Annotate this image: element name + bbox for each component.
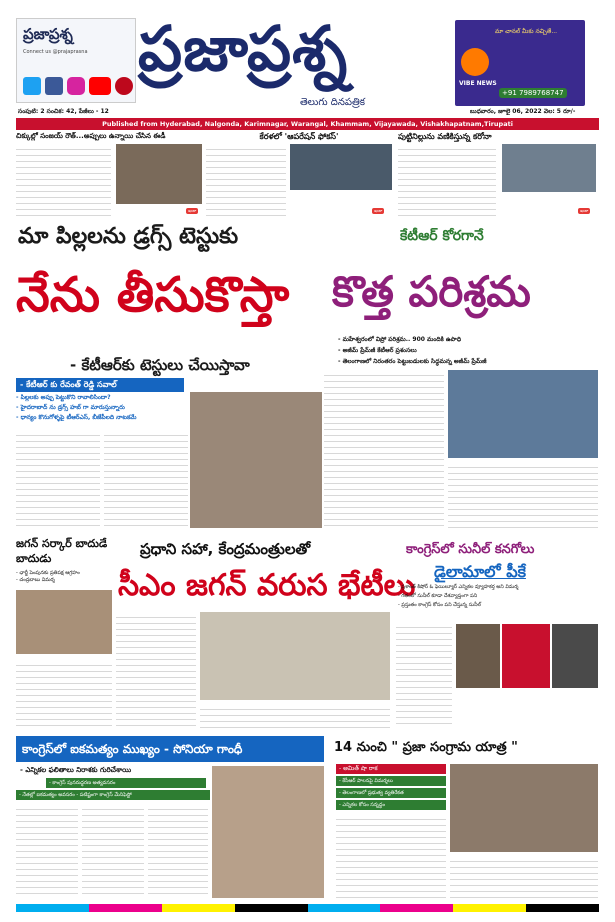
yatra-body-col2 (450, 856, 598, 898)
corona-photo (502, 144, 596, 192)
industry-headline: కొత్త పరిశ్రమ (332, 267, 531, 316)
color-swatch (526, 904, 599, 912)
drugs-bullet: - పిల్లలకు అప్పు పెట్టుకొని రావాలిసిందా? (16, 394, 111, 401)
drugs-bullets (16, 394, 188, 422)
masthead-title: ప్రజాప్రశ్న (138, 12, 349, 85)
vibe-news-logo (461, 48, 489, 76)
small-logo-box (16, 18, 136, 103)
published-bar: Published from Hyderabad, Nalgonda, Karimnagar, Warangal, Khammam, Vijayawada, Vishakhapatnam,Tirupati (16, 118, 599, 130)
jagan-side-headline: జగన్ సర్కార్ బాదుడే బాదుడు (16, 537, 108, 565)
drugs-headline: నేను తీసుకొస్తా (16, 267, 290, 323)
drugs-bullet: - ధాన్యం కొనుగోళ్ళపై టీఆర్ఎస్, బీజేపీలది నాటకమే (16, 414, 137, 421)
congress-headline: డైలామాలో పీకే (434, 562, 526, 581)
drugs-subhead: - కేటీఆర్‌కు టెస్టులు చేయిస్తావా (70, 356, 250, 374)
drugs-body-col2 (104, 430, 188, 528)
yatra-green2: - తెలంగాణలో ప్రభుత్వ వ్యతిరేకత (336, 788, 446, 798)
ad-phone: +91 7989768747 (499, 88, 567, 98)
industry-bullet: - తెలంగాణలో నిరంతరం పెట్టుబడులకు సిద్ధమన్న అజీమ్ ప్రేమ్‌జీ (338, 358, 487, 365)
delhi-kicker: ప్రధాని సహా, కేంద్రమంత్రులతో (140, 540, 311, 558)
color-swatch (380, 904, 453, 912)
industry-body-col2 (448, 462, 598, 530)
top-story-kerala-headline: కేరళలో 'ఆపరేషన్ ఫోకస్' (259, 132, 339, 141)
revanth-photo (190, 392, 322, 528)
congress-bullet: - ప్రస్తుతం కాంగ్రెస్ కోసం పని చేస్తున్న సునీల్ (398, 602, 482, 608)
dateline-left: సంపుటి: 2 సంచిక: 42, పేజీలు - 12 (18, 108, 109, 115)
top-story-rauth (16, 132, 204, 222)
congress-body (396, 622, 452, 728)
yatra-headline: 14 నుంచి " ప్రజా సంగ్రామ యాత్ర " (334, 740, 518, 755)
yatra-bar: - అమిత్ షా రాక (336, 764, 446, 774)
drugs-bar: - కేటీఆర్ కు రేవంత్ రెడ్డి సవాల్ (16, 378, 184, 392)
industry-bullets (338, 336, 600, 366)
sonia-body-col3 (148, 804, 208, 898)
ad-title: VIBE NEWS (459, 80, 497, 87)
jagan-side-bullet: - చంద్రబాబు విమర్శ (16, 577, 55, 583)
color-swatch (235, 904, 308, 912)
more-badge[interactable]: ఇంకా (374, 208, 383, 213)
industry-body-col1 (324, 370, 444, 530)
more-badge[interactable]: ఇంకా (580, 208, 589, 213)
youtube-icon[interactable] (89, 77, 111, 95)
kerala-photo (290, 144, 392, 190)
sonia-green1: - కాంగ్రెస్ పునరుద్ధరణ అత్యవసరం (46, 778, 206, 788)
industry-photo (448, 370, 598, 458)
facebook-icon[interactable] (45, 77, 63, 95)
industry-bullet: - మహేశ్వరంలో విప్రో పరిశ్రమ.. 900 మందికి ఉపాధి (338, 336, 462, 343)
twitter-icon[interactable] (23, 77, 41, 95)
color-swatch (308, 904, 381, 912)
yatra-photo (450, 764, 598, 852)
top-story-corona-body (398, 144, 496, 216)
drugs-body-col1 (16, 430, 100, 528)
small-logo-subtitle: Connect us @prajaprasna (23, 49, 88, 55)
top-story-kerala-body (206, 144, 286, 216)
delhi-body-col2 (200, 704, 390, 728)
modi-jagan-photo (200, 612, 390, 700)
pk-photo (552, 624, 598, 688)
masthead-tagline: తెలుగు దినపత్రిక (300, 97, 366, 108)
top-story-kerala (206, 132, 392, 222)
ad-text: మా చానల్ మీకు నచ్చితే... (495, 28, 558, 35)
top-story-corona (398, 132, 598, 222)
social-icons (23, 77, 133, 99)
top-story-rauth-body (16, 144, 111, 216)
sonia-sub: - ఎన్నికల ఫలితాలు నిరాశకు గురిచేశాయి (20, 766, 132, 774)
more-badge[interactable]: ఇంకా (188, 208, 197, 213)
jagan-side-body (16, 660, 112, 726)
small-logo-title: ప్రజాప్రశ్న (23, 25, 73, 43)
delhi-body-col1 (116, 612, 196, 728)
kanugolu-photo (456, 624, 500, 688)
industry-kicker: కేటీఆర్ కోరగానే (400, 228, 484, 244)
yatra-body-col1 (336, 814, 446, 898)
delhi-headline: సీఎం జగన్ వరుస భేటీలు (118, 568, 416, 603)
color-swatch (89, 904, 162, 912)
instagram-icon[interactable] (67, 77, 85, 95)
drugs-bullet: - హైదరాబాద్ ను డ్రగ్స్ హబ్ గా మారుస్తున్నారు (16, 404, 125, 411)
color-swatch (453, 904, 526, 912)
color-swatch (16, 904, 89, 912)
sonia-headline: కాంగ్రెస్‌లో ఐకమత్యం ముఖ్యం - సోనియా గాంధీ (16, 736, 324, 762)
yatra-green1: - కేసీఆర్ పాలనపై విమర్శలు (336, 776, 446, 786)
congress-bullet: - ప్రశాంత్ కిషోర్ ఓ ఫెయిల్యూర్ ఎన్నికల వ్యూహకర్త అని విమర్శ (398, 584, 519, 590)
masthead (0, 0, 615, 118)
jagan-side-bullets (16, 570, 116, 584)
congress-kicker: కాంగ్రెస్‌లో సునీల్ కనగోలు (406, 542, 535, 557)
congress-bullets (398, 584, 600, 609)
sonia-photo (212, 766, 324, 898)
jagan-side-bullet: - ఛార్జీ పెంపునకు ప్రతిపక్ష ఆగ్రహం (16, 570, 80, 576)
rauth-photo (116, 144, 202, 204)
sonia-green2: - నేతల్లో ఐకమత్యం అవసరం - పటిష్టంగా కాంగ్రెస్ మేనిఫెస్టో (16, 790, 210, 800)
vibe-news-ad (455, 20, 585, 106)
chandrababu-photo (16, 590, 112, 654)
color-swatch (162, 904, 235, 912)
top-story-corona-headline: పుట్టినిల్లును వణికిస్తున్న కరోనా (398, 132, 492, 141)
print-color-strip (16, 904, 599, 912)
congress-hand-photo (502, 624, 550, 688)
sonia-body-col2 (82, 804, 144, 898)
industry-bullet: - అజీమ్ ప్రేమ్‌జీ కేటీఆర్ ప్రశంసలు (338, 347, 417, 354)
yatra-green3: - ఎన్నికల కోసం సన్నద్ధం (336, 800, 446, 810)
top-story-rauth-headline: చిక్కుల్లో సంజయ్ రౌత్...అప్పులు ఉన్నాయి చేసిన ఈడీ (16, 132, 166, 140)
sonia-body-col1 (16, 804, 78, 898)
dateline-right: బుధవారం, జూలై 06, 2022 వెల: 5 రూ/- (470, 108, 576, 115)
congress-bullet: - గతంలో సునీల్ కూడా దేశవ్యాప్తంగా పని (398, 593, 478, 599)
drugs-kicker: మా పిల్లలను డ్రగ్స్ టెస్టుకు (18, 224, 239, 249)
pinterest-icon[interactable] (115, 77, 133, 95)
